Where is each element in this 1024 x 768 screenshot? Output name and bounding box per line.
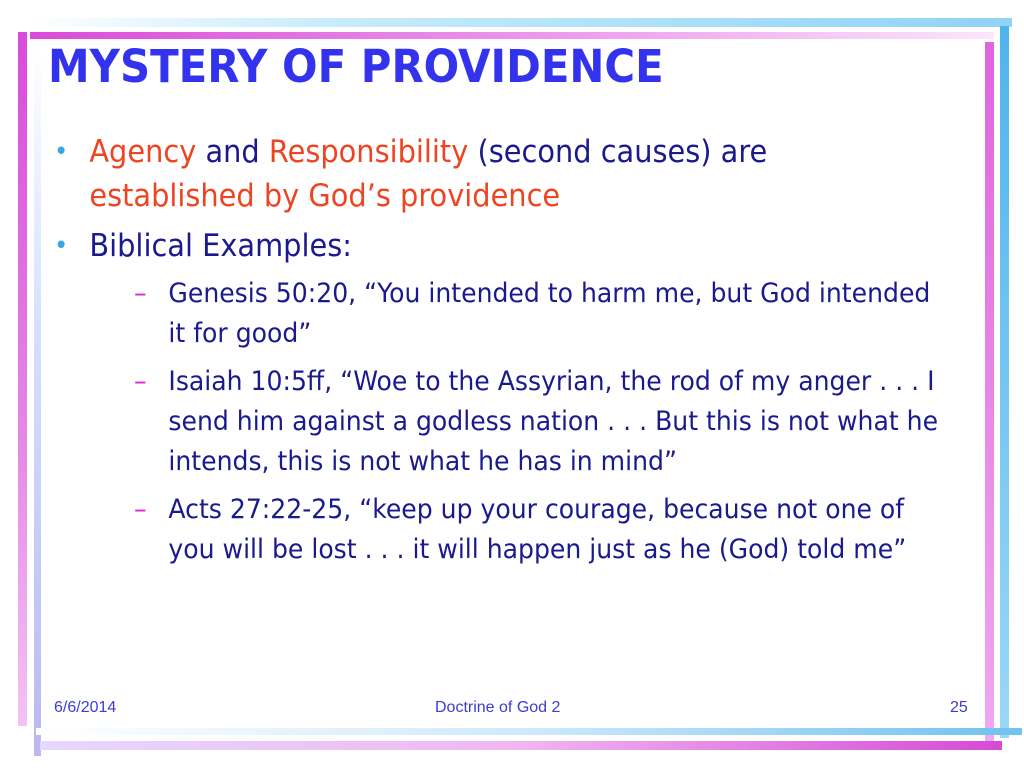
bullet-dot-icon: • bbox=[54, 137, 69, 167]
right-decor-bar-blue bbox=[1000, 26, 1009, 738]
agency-text: Agency bbox=[89, 134, 197, 170]
slide-content bbox=[54, 130, 984, 578]
footer-title: Doctrine of God 2 bbox=[435, 699, 561, 716]
dash-icon: – bbox=[134, 366, 147, 397]
top-decor-bar-magenta bbox=[30, 32, 994, 39]
left-decor-bar-magenta bbox=[18, 32, 27, 726]
second-causes-text: (second causes) are bbox=[468, 134, 768, 170]
sub-bullet-genesis bbox=[134, 274, 940, 354]
sub-bullet-isaiah bbox=[134, 362, 940, 482]
right-decor-bar-pink bbox=[985, 42, 994, 742]
established-text: established by God’s providence bbox=[89, 178, 561, 214]
bullet-agency-responsibility bbox=[54, 130, 908, 218]
footer-date: 6/6/2014 bbox=[54, 699, 117, 716]
bottom-decor-bar-blue bbox=[36, 728, 1022, 735]
biblical-examples-text: Biblical Examples: bbox=[89, 228, 352, 264]
sub-bullet-acts bbox=[134, 490, 940, 570]
and-text: and bbox=[196, 134, 269, 170]
bullet-biblical-examples bbox=[54, 224, 908, 268]
left-decor-bar-lavender bbox=[34, 44, 41, 756]
genesis-text: Genesis 50:20, “You intended to harm me, but God intended it for good” bbox=[168, 278, 931, 349]
dash-icon: – bbox=[134, 494, 147, 525]
acts-text: Acts 27:22-25, “keep up your courage, because not one of you will be lost . . . it will happen just as he (God) told me” bbox=[168, 494, 907, 565]
bottom-decor-bar-magenta bbox=[40, 741, 1002, 750]
isaiah-text: Isaiah 10:5ff, “Woe to the Assyrian, the rod of my anger . . . I send him against a godless nation . . . But this is not what he intends, this is not what he has in mind” bbox=[168, 366, 939, 477]
responsibility-text: Responsibility bbox=[268, 134, 469, 170]
bullet-dot-icon: • bbox=[54, 231, 69, 261]
top-decor-bar-light bbox=[26, 18, 1012, 27]
slide-title: MYSTERY OF PROVIDENCE bbox=[48, 40, 664, 93]
footer-page-number: 25 bbox=[950, 699, 968, 716]
dash-icon: – bbox=[134, 278, 147, 309]
